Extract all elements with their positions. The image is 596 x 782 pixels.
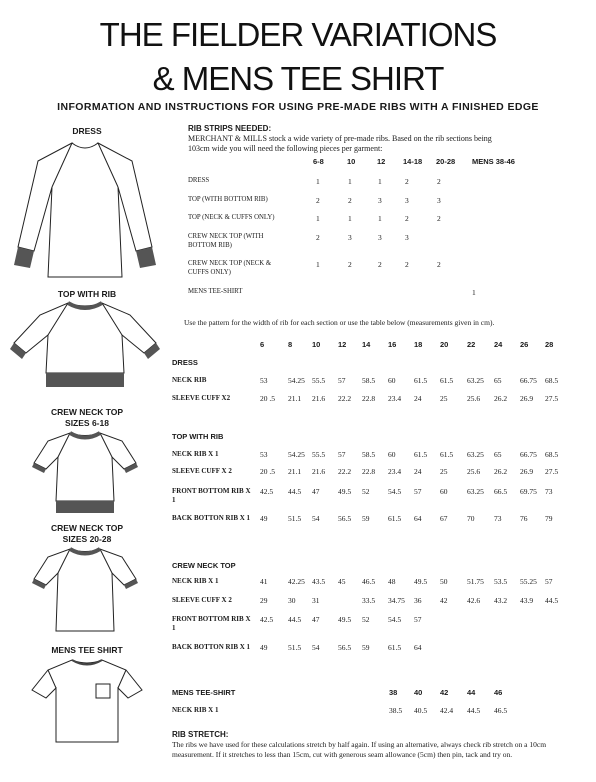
dress-cell: 27.5 [545,394,559,403]
top-rib-cell: 67 [440,514,448,523]
top-rib-row-label: FRONT BOTTOM RIB X 1 [172,487,251,504]
dress-cell: 24 [414,394,422,403]
top-rib-cell: 27.5 [545,467,559,476]
size-header: 14 [362,340,371,349]
crew-cell: 43.9 [520,596,534,605]
crew-cell: 42.25 [288,577,305,586]
page-subtitle: INFORMATION AND INSTRUCTIONS FOR USING PRE-MADE RIBS WITH A FINISHED EDGE [57,101,539,113]
crew-cell: 51.5 [288,643,302,652]
rib-strips-col-header: 14-18 [403,157,423,166]
dress-illustration [10,137,160,285]
top-rib-cell: 57 [414,487,422,496]
size-header: 12 [338,340,347,349]
rib-strips-cell: 2 [378,260,382,269]
rib-strips-row-label: CREW NECK TOP (NECK & CUFFS ONLY) [188,260,272,276]
dress-cell: 20 .5 [260,394,275,403]
rib-strips-row-label: TOP (WITH BOTTOM RIB) [188,196,268,203]
dress-cell: 63.25 [467,376,484,385]
dress-cell: 66.75 [520,376,537,385]
crew-cell: 36 [414,596,422,605]
mens-cell: 42.4 [440,706,454,715]
dress-cell: 61.5 [440,376,454,385]
top-rib-cell: 76 [520,514,528,523]
crew-cell: 48 [388,577,396,586]
crew-row-label: SLEEVE CUFF X 2 [172,596,232,604]
rib-strips-cell: 1 [378,214,382,223]
top-rib-cell: 26.9 [520,467,534,476]
crew-cell: 64 [414,643,422,652]
crew-cell: 42 [440,596,448,605]
rib-strips-cell: 3 [437,196,441,205]
crew-cell: 43.5 [312,577,326,586]
size-header: 22 [467,340,476,349]
rib-strips-row-label: CREW NECK TOP (WITH BOTTOM RIB) [188,233,264,249]
top-rib-cell: 63.25 [467,450,484,459]
crew-row-label: FRONT BOTTOM RIB X 1 [172,615,251,632]
top-rib-cell: 64 [414,514,422,523]
crew-row-label: BACK BOTTON RIB X 1 [172,643,251,651]
crew-cell: 49 [260,643,268,652]
top-rib-cell: 47 [312,487,320,496]
top-rib-cell: 24 [414,467,422,476]
top-rib-cell: 66.5 [494,487,508,496]
top-rib-heading: TOP WITH RIB [172,432,224,441]
rib-stretch-heading: RIB STRETCH: [172,730,229,739]
dress-heading: DRESS [172,358,198,367]
rib-strips-cell: 3 [405,233,409,242]
rib-strips-intro-2: 103cm wide you will need the following pieces per garment: [188,144,383,153]
crew-neck-top-2-illustration [30,545,140,637]
dress-row-label: NECK RIB [172,376,207,384]
mens-size-header: 46 [494,688,503,697]
mens-cell: 40.5 [414,706,428,715]
dress-cell: 54.25 [288,376,305,385]
top-rib-row-label: BACK BOTTON RIB X 1 [172,514,251,522]
mens-tee-illustration [30,656,145,748]
garment-label-mens: MENS TEE SHIRT [51,645,123,655]
rib-strips-col-header: 12 [377,157,386,166]
top-rib-cell: 20 .5 [260,467,275,476]
crew-cell: 50 [440,577,448,586]
top-rib-cell: 60 [440,487,448,496]
dress-cell: 23.4 [388,394,402,403]
crew-cell: 31 [312,596,320,605]
rib-strips-cell: 3 [405,196,409,205]
top-rib-cell: 21.1 [288,467,302,476]
crew-cell: 55.25 [520,577,537,586]
top-rib-cell: 54.5 [388,487,402,496]
top-rib-cell: 73 [494,514,502,523]
rib-strips-row-label: DRESS [188,177,210,184]
crew-cell: 42.5 [260,615,274,624]
top-rib-cell: 61.5 [440,450,454,459]
dress-cell: 21.1 [288,394,302,403]
top-rib-row-label: NECK RIB X 1 [172,450,219,458]
crew-cell: 57 [414,615,422,624]
rib-strips-row-label: MENS TEE-SHIRT [188,288,243,295]
size-header: 16 [388,340,397,349]
top-rib-cell: 61.5 [414,450,428,459]
dress-cell: 22.2 [338,394,352,403]
dress-cell: 61.5 [414,376,428,385]
rib-strips-cell: 2 [437,260,441,269]
top-rib-cell: 70 [467,514,475,523]
rib-strips-heading: RIB STRIPS NEEDED: [188,124,272,133]
mens-size-header: 40 [414,688,423,697]
rib-strips-cell: 2 [405,214,409,223]
dress-row-label: SLEEVE CUFF X2 [172,394,231,402]
top-rib-row-label: SLEEVE CUFF X 2 [172,467,232,475]
top-rib-cell: 54 [312,514,320,523]
crew-cell: 53.5 [494,577,508,586]
top-rib-cell: 23.4 [388,467,402,476]
top-rib-cell: 58.5 [362,450,376,459]
size-header: 8 [288,340,293,349]
crew-cell: 61.5 [388,643,402,652]
top-rib-cell: 56.5 [338,514,352,523]
rib-strips-cell: 2 [405,177,409,186]
dress-cell: 65 [494,376,502,385]
rib-strips-cell: 2 [316,233,320,242]
rib-strips-col-header: MENS 38-46 [472,157,515,166]
garment-label-crew-1: CREW NECK TOP [50,407,124,417]
dress-cell: 58.5 [362,376,376,385]
dress-cell: 22.8 [362,394,376,403]
top-rib-cell: 57 [338,450,346,459]
garment-label-dress: DRESS [72,126,102,136]
dress-cell: 25.6 [467,394,481,403]
measurement-intro: Use the pattern for the width of rib for each section or use the table below (measurements given in cm). [184,318,495,327]
mens-size-header: 38 [389,688,398,697]
crew-cell: 46.5 [362,577,376,586]
crew-cell: 49.5 [338,615,352,624]
rib-strips-cell: 1 [316,177,320,186]
crew-cell: 33.5 [362,596,376,605]
rib-strips-cell: 3 [378,196,382,205]
crew-cell: 59 [362,643,370,652]
dress-cell: 68.5 [545,376,559,385]
mens-size-header: 44 [467,688,476,697]
size-header: 28 [545,340,554,349]
crew-cell: 44.5 [545,596,559,605]
top-rib-cell: 73 [545,487,553,496]
size-header: 26 [520,340,529,349]
top-rib-cell: 25.6 [467,467,481,476]
mens-heading: MENS TEE-SHIRT [172,688,236,697]
top-rib-cell: 54.25 [288,450,305,459]
top-rib-cell: 52 [362,487,370,496]
rib-strips-cell: 1 [472,288,476,297]
garment-label-top-with-rib: TOP WITH RIB [57,289,117,299]
crew-cell: 30 [288,596,296,605]
top-rib-cell: 22.2 [338,467,352,476]
page-title: THE FIELDER VARIATIONS [99,16,497,53]
rib-strips-col-header: 20-28 [436,157,456,166]
top-rib-cell: 60 [388,450,396,459]
crew-cell: 41 [260,577,268,586]
rib-strips-cell: 2 [316,196,320,205]
garment-label-crew-1-sizes: SIZES 6-18 [65,418,109,428]
dress-cell: 53 [260,376,268,385]
rib-strips-row-label: TOP (NECK & CUFFS ONLY) [188,214,275,221]
top-rib-cell: 59 [362,514,370,523]
crew-cell: 56.5 [338,643,352,652]
rib-strips-cell: 3 [378,233,382,242]
top-rib-cell: 21.6 [312,467,326,476]
top-with-rib-illustration [10,299,160,391]
dress-cell: 55.5 [312,376,326,385]
mens-row-label: NECK RIB X 1 [172,706,219,714]
top-rib-cell: 68.5 [545,450,559,459]
mens-cell: 46.5 [494,706,508,715]
dress-cell: 60 [388,376,396,385]
rib-strips-cell: 2 [405,260,409,269]
crew-cell: 49.5 [414,577,428,586]
garment-label-crew-2: CREW NECK TOP [50,523,124,533]
rib-strips-cell: 2 [437,214,441,223]
crew-cell: 42.6 [467,596,481,605]
crew-cell: 47 [312,615,320,624]
top-rib-cell: 65 [494,450,502,459]
crew-cell: 51.75 [467,577,484,586]
crew-cell: 54.5 [388,615,402,624]
top-rib-cell: 55.5 [312,450,326,459]
crew-cell: 54 [312,643,320,652]
crew-row-label: NECK RIB X 1 [172,577,219,585]
size-header: 18 [414,340,423,349]
dress-cell: 57 [338,376,346,385]
crew-cell: 34.75 [388,596,405,605]
garment-label-crew-2-sizes: SIZES 20-28 [62,534,112,544]
top-rib-cell: 22.8 [362,467,376,476]
top-rib-cell: 63.25 [467,487,484,496]
mens-size-header: 42 [440,688,449,697]
rib-strips-cell: 2 [437,177,441,186]
size-header: 6 [260,340,265,349]
dress-cell: 26.9 [520,394,534,403]
top-rib-cell: 49 [260,514,268,523]
rib-strips-cell: 1 [378,177,382,186]
crew-cell: 57 [545,577,553,586]
rib-strips-cell: 1 [348,214,352,223]
rib-strips-cell: 3 [348,233,352,242]
top-rib-cell: 25 [440,467,448,476]
crew-neck-top-1-illustration [30,429,140,519]
crew-cell: 43.2 [494,596,508,605]
top-rib-cell: 42.5 [260,487,274,496]
size-header: 20 [440,340,449,349]
rib-stretch-text: The ribs we have used for these calculations stretch by half again. If using an alternative, always check rib stretch on a 10cm measurement. If it stretches to less than 15cm, cut with generous seam allowance (5cm) then pin, tack and try on. [172,740,547,759]
crew-cell: 29 [260,596,268,605]
mens-cell: 38.5 [389,706,403,715]
rib-strips-cell: 1 [316,214,320,223]
top-rib-cell: 61.5 [388,514,402,523]
top-rib-cell: 79 [545,514,553,523]
rib-strips-cell: 2 [348,260,352,269]
rib-strips-cell: 1 [316,260,320,269]
mens-cell: 44.5 [467,706,481,715]
top-rib-cell: 69.75 [520,487,537,496]
crew-cell: 45 [338,577,346,586]
rib-strips-cell: 2 [348,196,352,205]
rib-strips-cell: 1 [348,177,352,186]
top-rib-cell: 51.5 [288,514,302,523]
dress-cell: 21.6 [312,394,326,403]
crew-cell: 44.5 [288,615,302,624]
rib-strips-col-header: 10 [347,157,356,166]
top-rib-cell: 53 [260,450,268,459]
size-header: 24 [494,340,503,349]
top-rib-cell: 26.2 [494,467,508,476]
dress-cell: 26.2 [494,394,508,403]
crew-cell: 52 [362,615,370,624]
rib-strips-intro-1: MERCHANT & MILLS stock a wide variety of pre-made ribs. Based on the rib sections being [188,134,492,143]
dress-cell: 25 [440,394,448,403]
size-header: 10 [312,340,321,349]
crew-heading: CREW NECK TOP [172,561,236,570]
top-rib-cell: 66.75 [520,450,537,459]
top-rib-cell: 49.5 [338,487,352,496]
page-title-line2: & MENS TEE SHIRT [152,60,444,97]
rib-strips-col-header: 6-8 [313,157,324,166]
top-rib-cell: 44.5 [288,487,302,496]
